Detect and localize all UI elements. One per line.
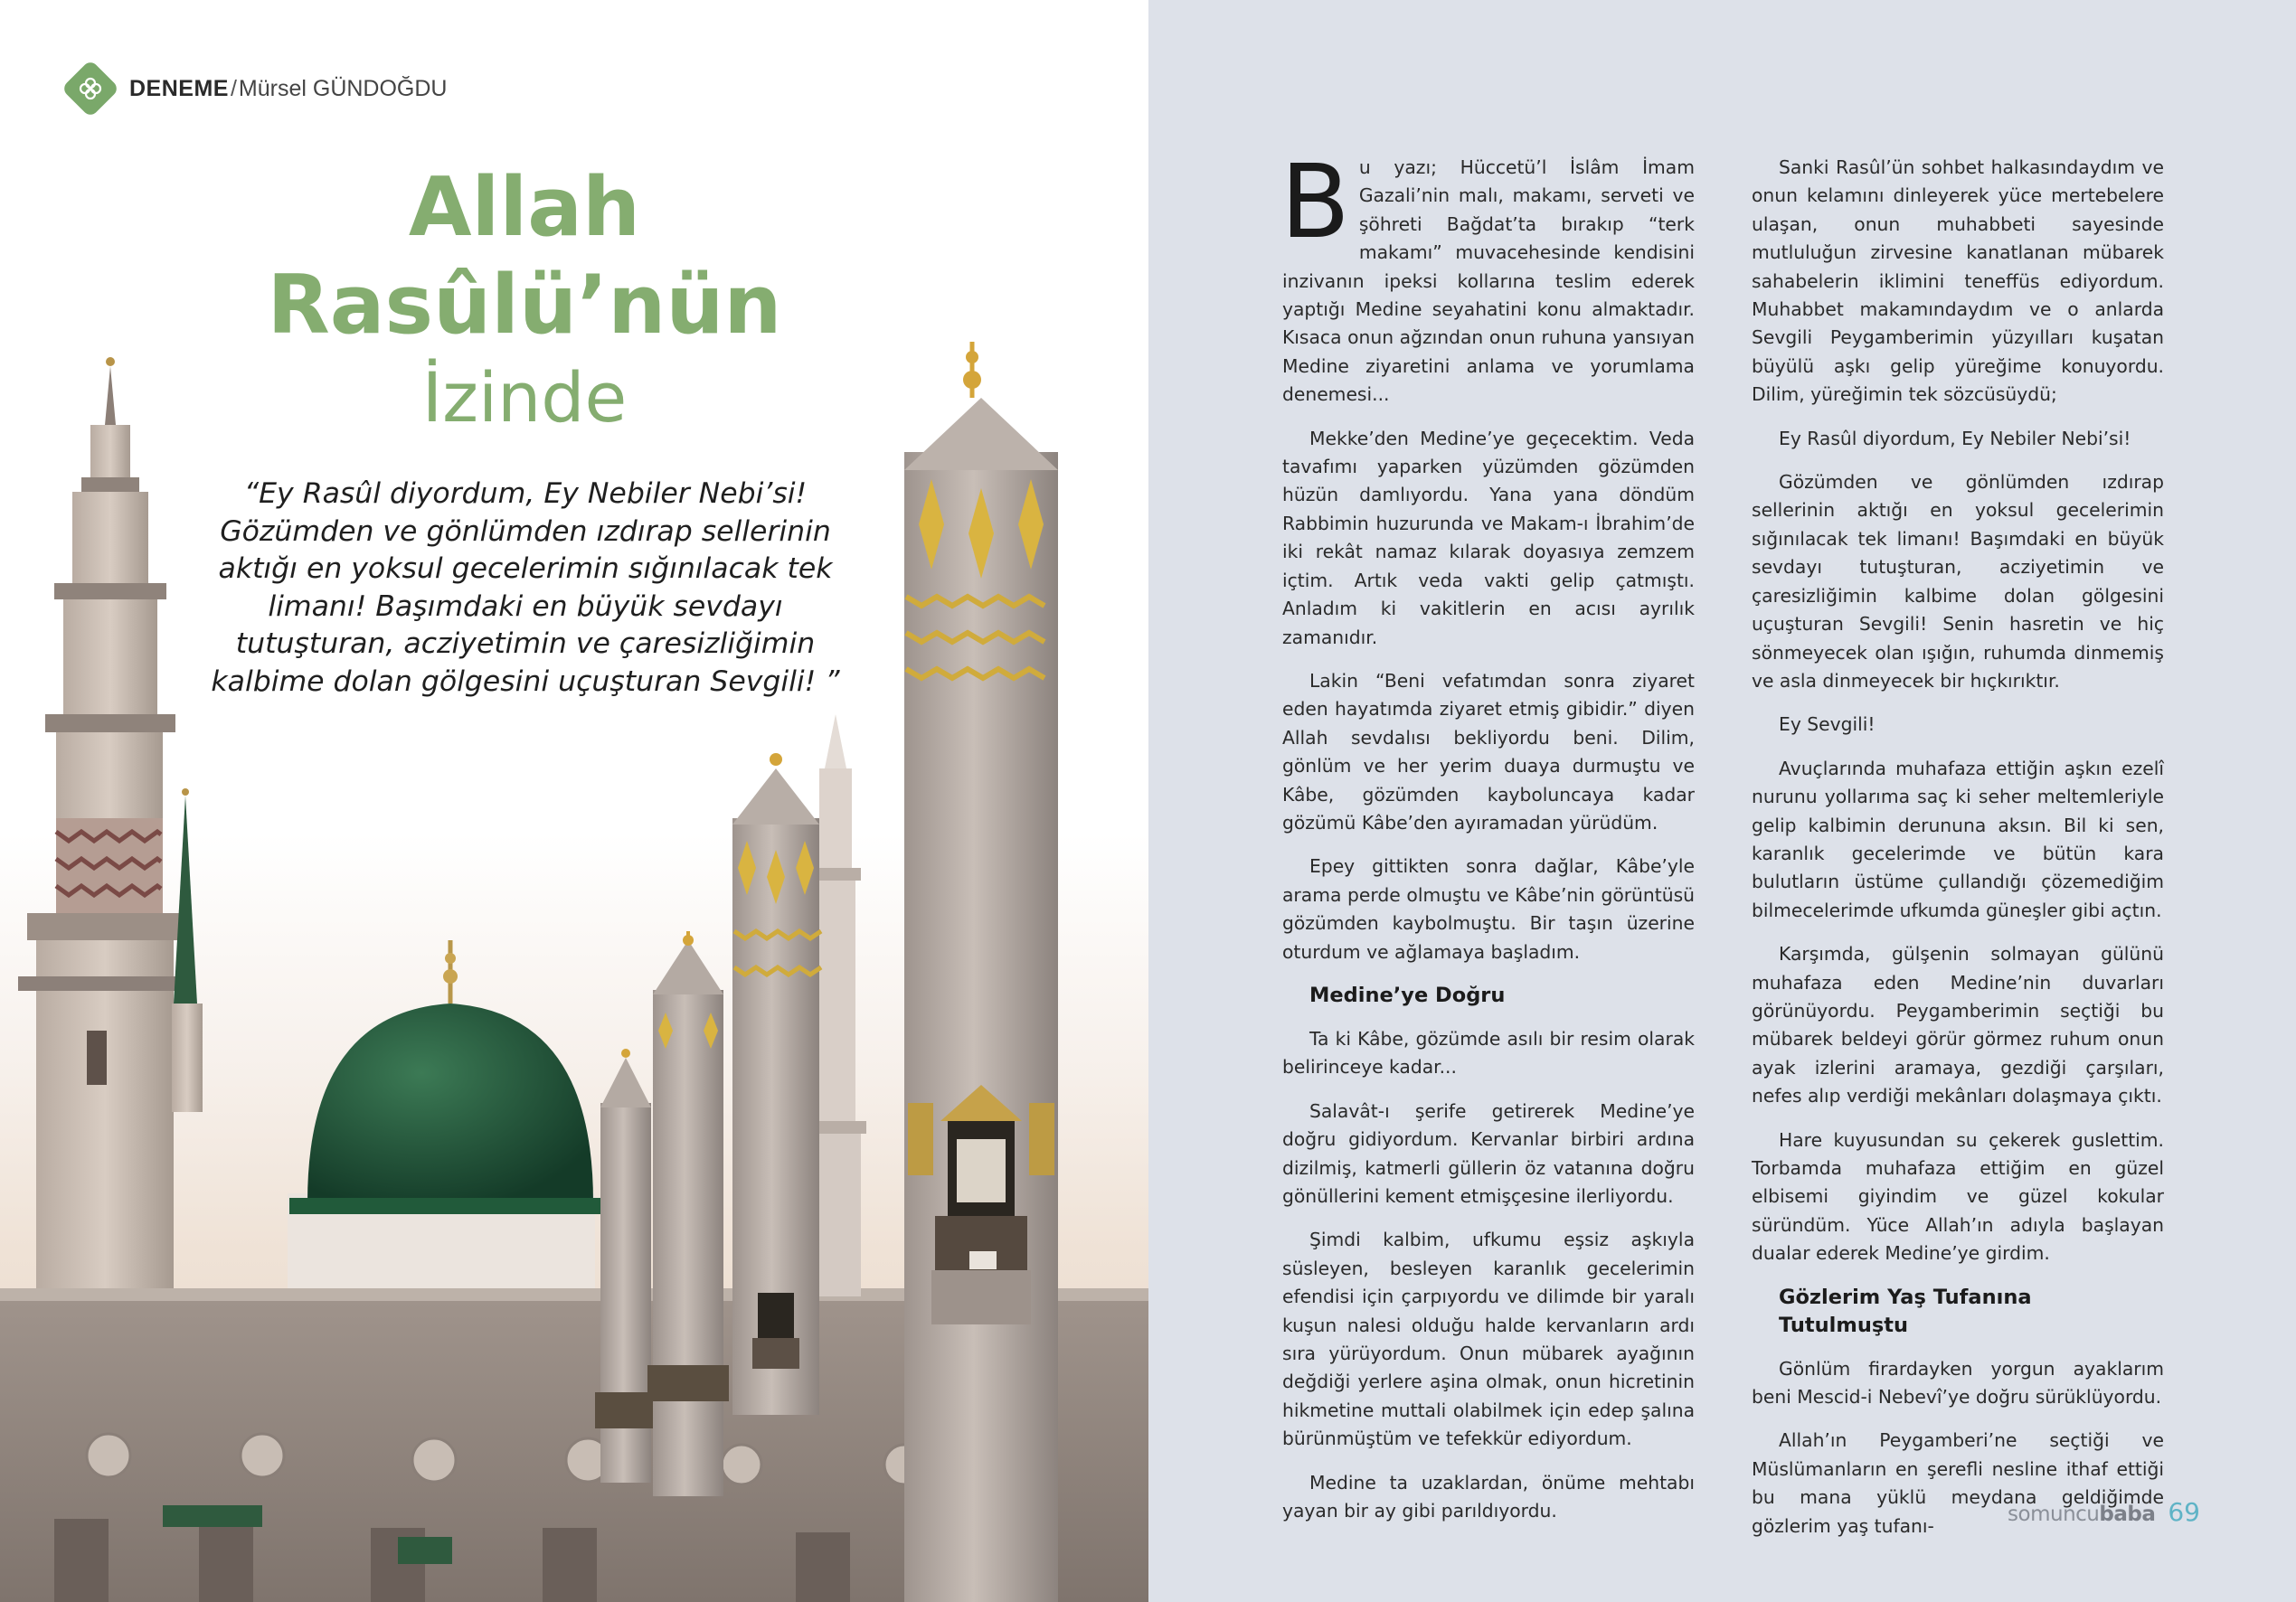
title-line-2: Rasûlü’nün <box>267 258 782 353</box>
section-separator: / <box>230 75 237 101</box>
paragraph: Gönlüm firardayken yorgun ayaklarım beni Mescid-i Nebevî’ye doğru sürüklüyordu. <box>1752 1357 2164 1409</box>
paragraph: Allah’ın Peygamberi’ne seçtiği ve Müslümanların en şerefli nesline ithaf ettiği bu mana yüklü meydana geldiğimde gözlerim yaş tufanı- <box>1752 1429 2164 1537</box>
page-footer <box>2008 1497 2200 1527</box>
title-line-3: İzinde <box>421 357 628 438</box>
paragraph: Şimdi kalbim, ufkumu eşsiz aşkıyla süsleyen, besleyen karanlık gecelerimin efendisi için çarpıyordu ve dilimde bir yaralı kuşun nalesi olduğu halde kervanların ardı sıra yürüyordum. Onun mübarek ayağının değdiği yerlere aşina olmak, onun hicretinin hikmetine muttali olabilmek için edep şalına bürünmüştüm ve tefekkür ediyordum. <box>1282 1229 1695 1450</box>
paragraph: Ey Sevgili! <box>1779 713 1876 736</box>
paragraph: Sanki Rasûl’ün sohbet halkasındaydım ve onun kelamını dinleyerek yüce mertebelere ulaşan, onun muhabbeti sayesinde mutluluğun zirvesine kanatlanan mübarek sahabelerin iklimini teneffüs ediyordum. Muhabbet makamındaydım ve o anlarda Sevgili Peygamberimin yüzyılları kuşatan büyülü aşkı gelip yüreğime konuyordu. Dilim, yüreğimin tek sözcüsüydü; <box>1752 156 2164 406</box>
green-dome <box>288 940 600 1302</box>
paragraph: Salavât-ı şerife getirerek Medine’ye doğru gidiyordum. Kervanlar birbiri ardına dizilmiş, katmerli güllerin öz vatanına doğru gönüllerini kement etmişçesine ilerliyordu. <box>1282 1099 1695 1207</box>
text-column-2 <box>1752 154 2164 1556</box>
article-title <box>163 161 886 439</box>
paragraph: Mekke’den Medine’ye geçecektim. Veda tavafımı yaparken yüzümden gözümden hüzün damlıyordu. Yana yana döndüm Rabbimin huzurunda ve Makam-ı İbrahim’de iki rekât namaz kılarak doyasıya zemzem içtim. Artık veda vakti gelip çatmıştı. Anladım ki vakitlerin en acısı ayrılık zamanıdır. <box>1282 427 1695 648</box>
paragraph: Epey gittikten sonra dağlar, Kâbe’yle arama perde olmuştu ve Kâbe’nin görüntüsü gözümden kaybolmuştu. Bir taşın üzerine oturdum ve ağlamaya başladım. <box>1282 855 1695 963</box>
page-number: 69 <box>2168 1497 2200 1527</box>
title-line-1: Allah <box>408 160 641 255</box>
section-header <box>61 60 448 118</box>
pull-quote: “Ey Rasûl diyordum, Ey Nebiler Nebi’si! Gözümden ve gönlümden ızdırap sellerinin aktığı en yoksul gecelerimin sığınılacak tek limanı! Başımdaki en büyük sevdayı tutuşturan, acziyetimin ve çaresizliğimin kalbime dolan gölgesini uçuşturan Sevgili! ” <box>211 477 840 698</box>
paragraph: Bu yazı; Hüccetü’l İslâm İmam Gazali’nin malı, makamı, serveti ve şöhreti Bağdat’ta bırakıp “terk makamı” muvacehesinde kendisini inzivanın ipeksi kollarına teslim ederek yaptığı Medine seyahatini konu almaktadır. Kısaca onun ağzından onun ruhuna yansıyan Medine ziyaretini anlama ve yorumlama denemesi... <box>1280 144 1695 406</box>
paragraph: Avuçlarında muhafaza ettiğin aşkın ezelî nurunu yollarıma saç ki seher meltemleriyle gelip kalbimin derununa aksın. Bil ki sen, karanlık gecelerimde ve bütün kara bulutların üstüme çullandığı çözemediğim bilmecelerimde ufkumda güneşler gibi açtın. <box>1752 757 2164 921</box>
drop-cap: B <box>1280 144 1350 261</box>
magazine-brand: somuncubaba <box>2008 1503 2156 1526</box>
text-column-1 <box>1280 144 1695 1541</box>
left-minaret <box>18 357 183 1293</box>
author-name: Mürsel GÜNDOĞDU <box>238 75 448 101</box>
right-page <box>1148 0 2296 1602</box>
paragraph: Medine ta uzaklardan, önüme mehtabı yayan bir ay gibi parıldıyordu. <box>1282 1471 1695 1522</box>
paragraph: Gözümden ve gönlümden ızdırap sellerinin aktığı en yoksul gecelerimin sığınılacak tek limanı! Başımdaki en büyük sevdayı tutuşturan, acziyetimin ve çaresizliğimin kalbime dolan gölgesini uçuşturan Sevgili! Senin hasretin ve hiç sönmeyecek olan ışığın, ruhumda dinmemiş ve asla dinmeyecek bir hıçkırıktır. <box>1752 471 2164 692</box>
diamond-flower-icon <box>61 59 119 118</box>
paragraph: Lakin “Beni vefatımdan sonra ziyaret eden hayatımda ziyaret etmiş gibidir.” diyen Allah sevdalısı bekliyordu beni. Dilim, gönlüm ve her yerim duaya durmuştu ve Kâbe, gözümden kayboluncaya kadar gözümü Kâbe’den ayıramadan yürüdüm. <box>1282 669 1695 834</box>
paragraph: Hare kuyusundan su çekerek guslettim. Torbamda muhafaza ettiğim en güzel elbisemi giyindim ve güzel kokular süründüm. Yüce Allah’ın adıyla başlayan dualar ederek Medine’ye girdim. <box>1752 1128 2164 1265</box>
paragraph: Ta ki Kâbe, gözümde asılı bir resim olarak belirinceye kadar... <box>1282 1027 1695 1079</box>
paragraph: Ey Rasûl diyordum, Ey Nebiler Nebi’si! <box>1779 427 2131 449</box>
subheading: Gözlerim Yaş Tufanına Tutulmuştu <box>1779 1285 2032 1337</box>
section-label: DENEME <box>129 75 229 101</box>
subheading: Medine’ye Doğru <box>1309 983 1506 1007</box>
paragraph: Karşımda, gülşenin solmayan gülünü muhafaza eden Medine’nin duvarları görünüyordu. Peygamberimin seçtiği bu mübarek beldeyi görür görmez ruhum onun ayak izlerini aramaya, gezdiği çarşıları, nefes alıp verdiği mekânları dolaşmaya çıktı. <box>1752 943 2164 1107</box>
